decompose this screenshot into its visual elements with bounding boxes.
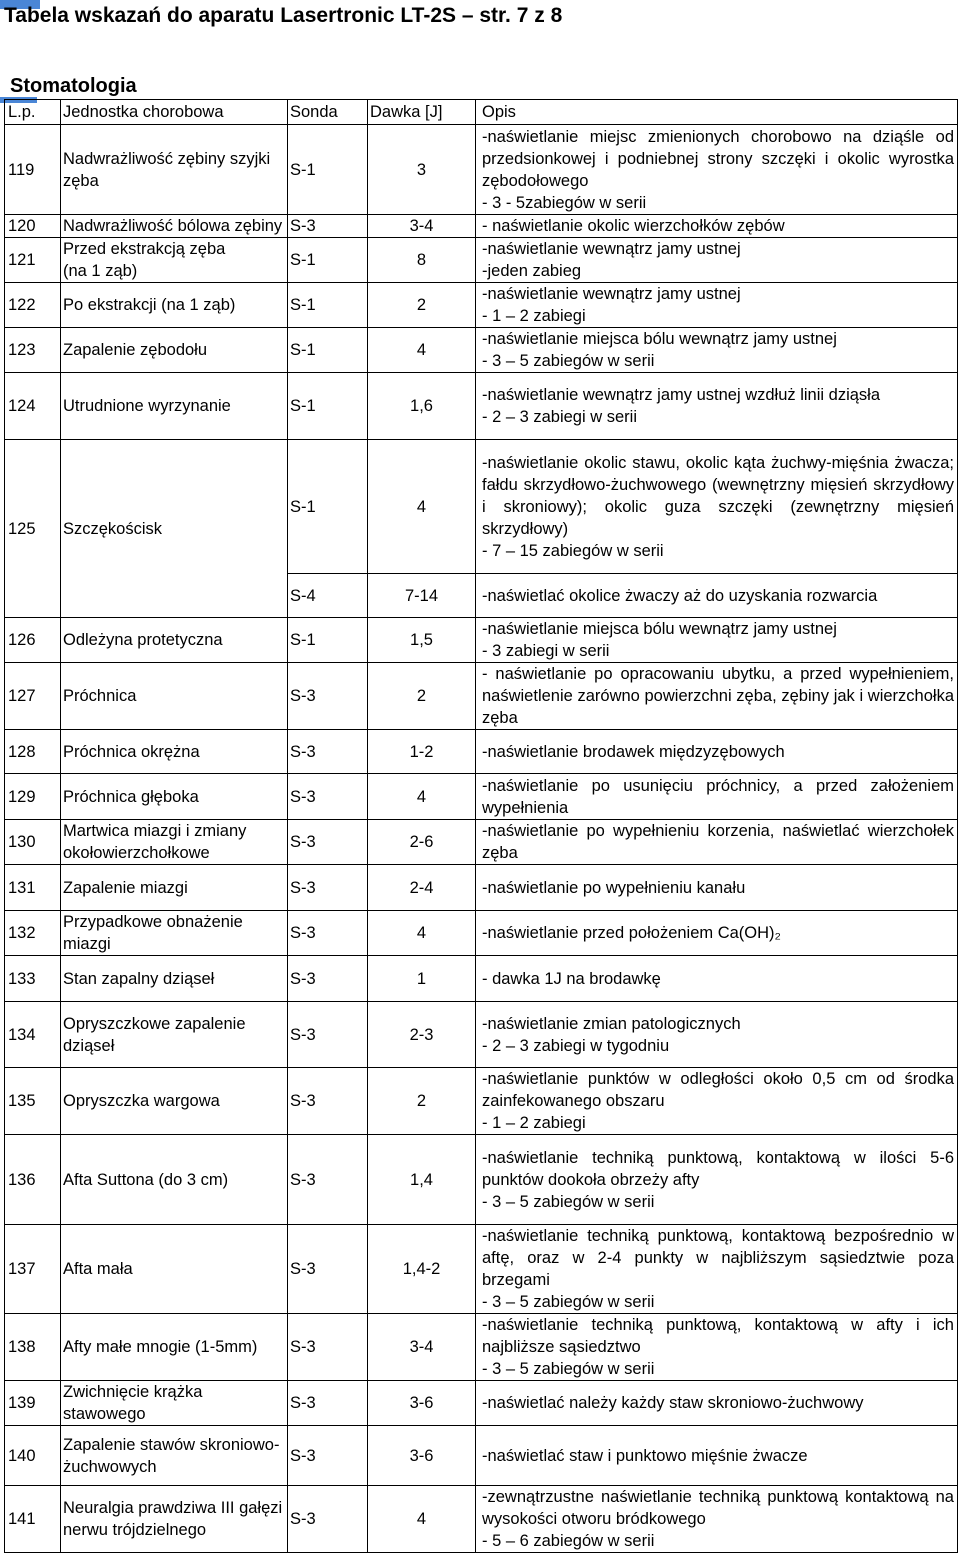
cell-dawka: 2 [368, 283, 476, 328]
cell-opis: -naświetlanie zmian patologicznych - 2 – 3 zabiegi w tygodniu [476, 1002, 958, 1068]
table-row [5, 283, 958, 328]
cell-dawka: 1,5 [368, 618, 476, 663]
cell-dawka: 2-4 [368, 865, 476, 911]
cell-lp: 140 [5, 1426, 61, 1486]
cell-lp: 130 [5, 820, 61, 865]
cell-sonda: S-4 [288, 574, 368, 618]
header-opis: Opis [476, 100, 958, 125]
cell-opis: -zewnątrzustne naświetlanie techniką punktową kontaktową na wysokości otworu bródkowego - 5 – 6 zabiegów w serii [476, 1486, 958, 1553]
cell-dawka: 2 [368, 663, 476, 730]
cell-dawka: 7-14 [368, 574, 476, 618]
cell-opis: -naświetlanie wewnątrz jamy ustnej -jeden zabieg [476, 238, 958, 283]
header-dawka: Dawka [J] [368, 100, 476, 125]
cell-opis: -naświetlać należy każdy staw skroniowo-żuchwowy [476, 1381, 958, 1426]
cell-sonda: S-1 [288, 373, 368, 440]
cell-opis: -naświetlanie punktów w odległości około 0,5 cm od środka zainfekowanego obszaru - 1 – 2 zabiegi [476, 1068, 958, 1135]
cell-lp: 132 [5, 911, 61, 956]
cell-lp: 124 [5, 373, 61, 440]
cell-jednostka: Opryszczka wargowa [61, 1068, 288, 1135]
cell-dawka: 8 [368, 238, 476, 283]
cell-jednostka: Próchnica głęboka [61, 774, 288, 820]
cell-sonda: S-3 [288, 730, 368, 774]
cell-sonda: S-3 [288, 1486, 368, 1553]
cell-opis: -naświetlanie brodawek międzyzębowych [476, 730, 958, 774]
cell-lp: 122 [5, 283, 61, 328]
cell-jednostka: Nadwrażliwość zębiny szyjki zęba [61, 125, 288, 215]
cell-jednostka: Zapalenie zębodołu [61, 328, 288, 373]
cell-jednostka: Próchnica okrężna [61, 730, 288, 774]
cell-jednostka: Stan zapalny dziąseł [61, 956, 288, 1002]
table-row [5, 1068, 958, 1135]
table-row [5, 865, 958, 911]
cell-dawka: 1,4-2 [368, 1225, 476, 1314]
cell-sonda: S-3 [288, 215, 368, 238]
cell-jednostka: Odleżyna protetyczna [61, 618, 288, 663]
cell-sonda: S-3 [288, 1314, 368, 1381]
cell-sonda: S-3 [288, 1002, 368, 1068]
table-header-row [5, 100, 958, 125]
cell-opis: -naświetlać okolice żwaczy aż do uzyskania rozwarcia [476, 574, 958, 618]
cell-jednostka: Nadwrażliwość bólowa zębiny [61, 215, 288, 238]
cell-sonda: S-3 [288, 911, 368, 956]
table-row [5, 373, 958, 440]
page-title: Tabela wskazań do aparatu Lasertronic LT-2S – str. 7 z 8 [4, 4, 563, 27]
cell-opis: -naświetlanie okolic stawu, okolic kąta żuchwy-mięśnia żwacza; fałdu skrzydłowo-żuchwowego (wewnętrzny mięsień skrzydłowy i skroniowy); okolic guza szczęki (zewnętrzny mięsień skrzydłowy) - 7 – 15 zabiegów w serii [476, 440, 958, 574]
cell-sonda: S-3 [288, 1426, 368, 1486]
cell-lp: 123 [5, 328, 61, 373]
table-row [5, 1135, 958, 1225]
indications-table [4, 99, 958, 1553]
cell-sonda: S-3 [288, 663, 368, 730]
cell-jednostka: Afty małe mnogie (1-5mm) [61, 1314, 288, 1381]
table-row [5, 1002, 958, 1068]
cell-opis: -naświetlanie wewnątrz jamy ustnej - 1 – 2 zabiegi [476, 283, 958, 328]
cell-lp: 138 [5, 1314, 61, 1381]
cell-opis: - naświetlanie okolic wierzchołków zębów [476, 215, 958, 238]
cell-sonda: S-3 [288, 1068, 368, 1135]
cell-dawka: 3-4 [368, 1314, 476, 1381]
cell-dawka: 3 [368, 125, 476, 215]
cell-lp: 126 [5, 618, 61, 663]
table-row [5, 730, 958, 774]
cell-lp: 125 [5, 440, 61, 618]
cell-opis: - dawka 1J na brodawkę [476, 956, 958, 1002]
cell-lp: 119 [5, 125, 61, 215]
cell-opis: -naświetlanie po usunięciu próchnicy, a przed założeniem wypełnienia [476, 774, 958, 820]
cell-opis: -naświetlanie miejsca bólu wewnątrz jamy ustnej - 3 zabiegi w serii [476, 618, 958, 663]
table-row [5, 663, 958, 730]
cell-dawka: 2 [368, 1068, 476, 1135]
header-lp: L.p. [5, 100, 61, 125]
cell-jednostka: Próchnica [61, 663, 288, 730]
cell-jednostka: Przypadkowe obnażenie miazgi [61, 911, 288, 956]
cell-lp: 135 [5, 1068, 61, 1135]
cell-opis: -naświetlanie po wypełnieniu kanału [476, 865, 958, 911]
table-row [5, 440, 958, 574]
cell-dawka: 3-6 [368, 1426, 476, 1486]
cell-jednostka: Neuralgia prawdziwa III gałęzi nerwu trójdzielnego [61, 1486, 288, 1553]
table-row [5, 1381, 958, 1426]
cell-sonda: S-3 [288, 774, 368, 820]
table-row [5, 125, 958, 215]
cell-sonda: S-1 [288, 283, 368, 328]
cell-lp: 133 [5, 956, 61, 1002]
cell-jednostka: Martwica miazgi i zmiany okołowierzchołkowe [61, 820, 288, 865]
cell-opis: -naświetlanie miejsca bólu wewnątrz jamy ustnej - 3 – 5 zabiegów w serii [476, 328, 958, 373]
cell-lp: 136 [5, 1135, 61, 1225]
cell-jednostka: Opryszczkowe zapalenie dziąseł [61, 1002, 288, 1068]
cell-lp: 127 [5, 663, 61, 730]
cell-jednostka: Przed ekstrakcją zęba (na 1 ząb) [61, 238, 288, 283]
cell-jednostka: Zapalenie stawów skroniowo- żuchwowych [61, 1426, 288, 1486]
cell-dawka: 2-6 [368, 820, 476, 865]
cell-sonda: S-1 [288, 440, 368, 574]
cell-lp: 141 [5, 1486, 61, 1553]
cell-opis: -naświetlanie po wypełnieniu korzenia, naświetlać wierzchołek zęba [476, 820, 958, 865]
cell-opis: -naświetlanie techniką punktową, kontaktową w afty i ich najbliższe sąsiedztwo - 3 – 5 zabiegów w serii [476, 1314, 958, 1381]
cell-dawka: 2-3 [368, 1002, 476, 1068]
table-row [5, 774, 958, 820]
cell-sonda: S-3 [288, 1381, 368, 1426]
table-row [5, 1225, 958, 1314]
cell-sonda: S-3 [288, 820, 368, 865]
cell-opis: -naświetlać staw i punktowo mięśnie żwacze [476, 1426, 958, 1486]
table-row [5, 1314, 958, 1381]
table-row [5, 618, 958, 663]
cell-lp: 128 [5, 730, 61, 774]
cell-lp: 131 [5, 865, 61, 911]
cell-dawka: 1,6 [368, 373, 476, 440]
cell-jednostka: Zapalenie miazgi [61, 865, 288, 911]
cell-dawka: 4 [368, 774, 476, 820]
cell-lp: 120 [5, 215, 61, 238]
cell-dawka: 4 [368, 911, 476, 956]
cell-jednostka: Po ekstrakcji (na 1 ząb) [61, 283, 288, 328]
cell-dawka: 1-2 [368, 730, 476, 774]
table-row [5, 820, 958, 865]
table-row [5, 1486, 958, 1553]
cell-lp: 121 [5, 238, 61, 283]
cell-sonda: S-3 [288, 1225, 368, 1314]
cell-jednostka: Zwichnięcie krążka stawowego [61, 1381, 288, 1426]
cell-opis: -naświetlanie techniką punktową, kontaktową bezpośrednio w aftę, oraz w 2-4 punkty w najbliższym sąsiedztwie poza brzegami - 3 – 5 zabiegów w serii [476, 1225, 958, 1314]
cell-dawka: 3-6 [368, 1381, 476, 1426]
table-row [5, 238, 958, 283]
cell-sonda: S-1 [288, 125, 368, 215]
cell-dawka: 1,4 [368, 1135, 476, 1225]
cell-dawka: 4 [368, 440, 476, 574]
cell-lp: 137 [5, 1225, 61, 1314]
cell-sonda: S-3 [288, 865, 368, 911]
cell-dawka: 3-4 [368, 215, 476, 238]
cell-lp: 139 [5, 1381, 61, 1426]
section-title: Stomatologia [10, 75, 137, 97]
table-row [5, 215, 958, 238]
cell-lp: 134 [5, 1002, 61, 1068]
header-sonda: Sonda [288, 100, 368, 125]
cell-sonda: S-3 [288, 956, 368, 1002]
cell-dawka: 4 [368, 328, 476, 373]
table-row [5, 1426, 958, 1486]
cell-sonda: S-1 [288, 328, 368, 373]
cell-opis: -naświetlanie miejsc zmienionych chorobowo na dziąśle od przedsionkowej i podniebnej strony szczęki i okolic wyrostka zębodołowego - 3 - 5zabiegów w serii [476, 125, 958, 215]
cell-lp: 129 [5, 774, 61, 820]
cell-dawka: 1 [368, 956, 476, 1002]
cell-opis: -naświetlanie techniką punktową, kontaktową w ilości 5-6 punktów dookoła obrzeży afty - 3 – 5 zabiegów w serii [476, 1135, 958, 1225]
cell-sonda: S-1 [288, 618, 368, 663]
cell-jednostka: Szczękościsk [61, 440, 288, 618]
table-row [5, 328, 958, 373]
cell-jednostka: Afta mała [61, 1225, 288, 1314]
cell-sonda: S-3 [288, 1135, 368, 1225]
cell-opis: -naświetlanie przed położeniem Ca(OH)₂ [476, 911, 958, 956]
cell-sonda: S-1 [288, 238, 368, 283]
cell-opis: -naświetlanie wewnątrz jamy ustnej wzdłuż linii dziąsła - 2 – 3 zabiegi w serii [476, 373, 958, 440]
cell-jednostka: Utrudnione wyrzynanie [61, 373, 288, 440]
table-row [5, 911, 958, 956]
table-row [5, 956, 958, 1002]
cell-opis: - naświetlanie po opracowaniu ubytku, a przed wypełnieniem, naświetlenie zarówno powierzchni zęba, zębiny jak i wierzchołka zęba [476, 663, 958, 730]
cell-jednostka: Afta Suttona (do 3 cm) [61, 1135, 288, 1225]
cell-dawka: 4 [368, 1486, 476, 1553]
header-jednostka: Jednostka chorobowa [61, 100, 288, 125]
